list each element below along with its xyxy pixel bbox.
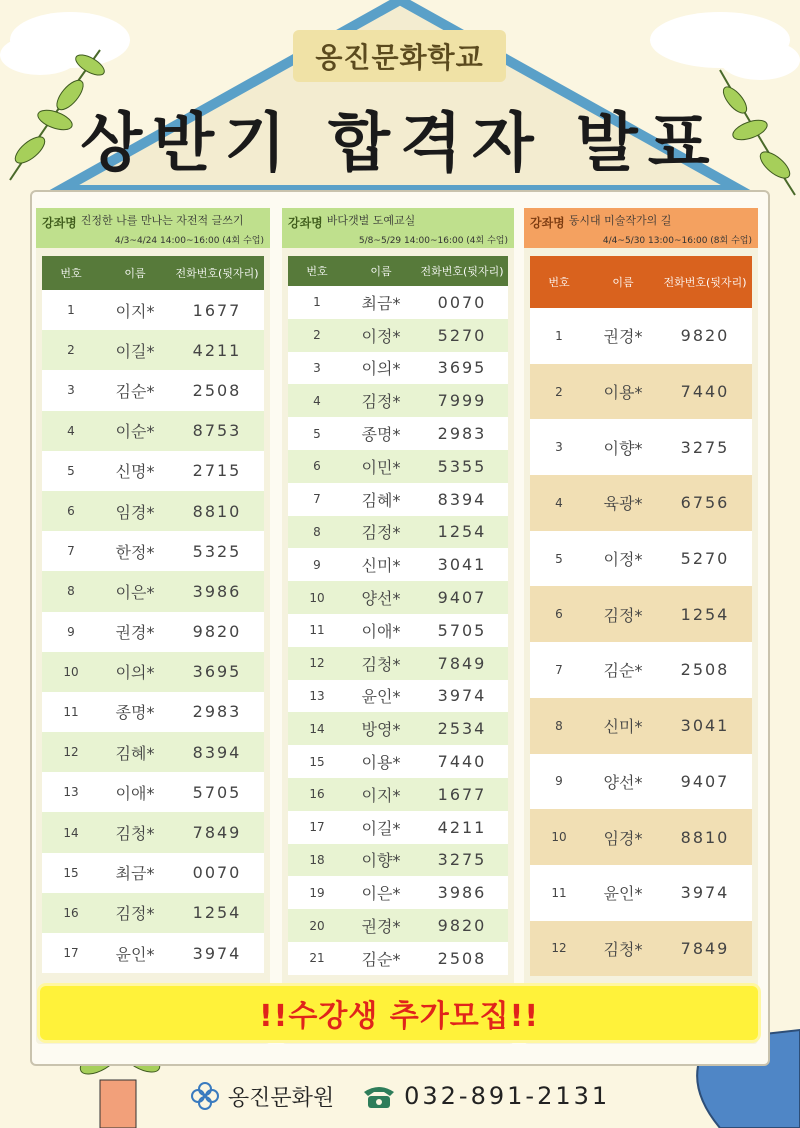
row-number: 15: [309, 754, 325, 769]
row-phone: 4211: [192, 340, 242, 360]
row-phone: 8810: [192, 501, 242, 521]
row-phone: 7999: [437, 391, 487, 411]
row-number: 3: [67, 383, 75, 398]
table-row: [530, 586, 752, 642]
row-name: 양선*: [603, 772, 643, 792]
table-body: [288, 286, 508, 975]
footer-org-name: 옹진문화원: [227, 1085, 335, 1111]
course-header: [282, 208, 514, 248]
row-phone: 3974: [680, 883, 730, 903]
phone-icon: [362, 1082, 396, 1110]
row-number: 13: [63, 785, 79, 800]
table-row: [42, 330, 264, 370]
row-name: 최금*: [115, 864, 155, 884]
row-phone: 3974: [437, 686, 487, 706]
table-row: [288, 844, 508, 877]
row-phone: 1677: [192, 300, 242, 320]
row-number: 10: [63, 664, 79, 679]
header-phone: 전화번호(뒷자리): [420, 265, 504, 278]
header-no: 번호: [548, 276, 570, 289]
table-row: [530, 308, 752, 364]
row-phone: 5355: [437, 456, 487, 476]
row-number: 1: [313, 295, 321, 310]
row-phone: 3041: [437, 555, 487, 575]
row-number: 9: [313, 557, 321, 572]
row-name: 김정*: [361, 392, 401, 412]
row-phone: 1677: [437, 784, 487, 804]
row-number: 2: [313, 328, 321, 343]
row-name: 한정*: [115, 542, 155, 562]
row-phone: 9820: [437, 916, 487, 936]
row-phone: 3275: [437, 850, 487, 870]
table-row: [42, 290, 264, 330]
row-name: 권경*: [603, 327, 643, 347]
row-name: 종명*: [115, 703, 155, 723]
row-name: 이정*: [361, 326, 401, 346]
row-number: 5: [67, 463, 75, 478]
row-number: 6: [555, 607, 563, 622]
table-row: [288, 581, 508, 614]
table-row: [530, 865, 752, 921]
footer-org: [190, 1081, 334, 1112]
row-number: 9: [555, 774, 563, 789]
table-row: [530, 531, 752, 587]
row-name: 이애*: [115, 783, 155, 803]
table-row: [42, 652, 264, 692]
course-column-1: [36, 208, 270, 1044]
table-row: [42, 571, 264, 611]
table-row: [42, 692, 264, 732]
row-number: 2: [555, 384, 563, 399]
row-name: 권경*: [361, 917, 401, 937]
footer-phone-number: 032-891-2131: [404, 1082, 611, 1110]
table-row: [530, 809, 752, 865]
table-row: [288, 352, 508, 385]
row-phone: 7849: [680, 938, 730, 958]
row-phone: 2508: [680, 660, 730, 680]
table-row: [42, 853, 264, 893]
table-body: [530, 308, 752, 976]
row-phone: 8810: [680, 827, 730, 847]
row-number: 6: [313, 459, 321, 474]
row-number: 7: [313, 492, 321, 507]
table-header: [42, 256, 264, 290]
row-name: 육광*: [603, 494, 643, 514]
row-name: 김혜*: [115, 743, 155, 763]
table-row: [42, 772, 264, 812]
table-row: [288, 909, 508, 942]
course-schedule: 4/3~4/24 14:00~16:00 (4회 수업): [114, 236, 264, 246]
row-number: 8: [67, 584, 75, 599]
row-number: 3: [555, 440, 563, 455]
table-row: [288, 942, 508, 975]
table-row: [288, 516, 508, 549]
course-header: [524, 208, 758, 248]
row-number: 4: [555, 495, 563, 510]
table-row: [288, 647, 508, 680]
row-phone: 5270: [680, 549, 730, 569]
header-no: 번호: [306, 265, 328, 278]
header-no: 번호: [60, 267, 82, 280]
row-number: 13: [309, 688, 325, 703]
row-name: 김청*: [361, 654, 401, 674]
row-number: 10: [309, 590, 325, 605]
row-name: 이은*: [115, 582, 155, 602]
row-name: 김정*: [361, 523, 401, 543]
table-row: [288, 286, 508, 319]
course-title: 바다갯벌 도예교실: [326, 214, 416, 227]
row-name: 권경*: [115, 623, 155, 643]
row-number: 12: [551, 941, 567, 956]
row-name: 김청*: [115, 824, 155, 844]
row-phone: 7849: [192, 823, 242, 843]
row-phone: 3974: [192, 943, 242, 963]
row-number: 15: [63, 865, 79, 880]
row-phone: 9407: [680, 771, 730, 791]
row-phone: 2534: [437, 719, 487, 739]
row-number: 12: [309, 656, 325, 671]
row-name: 이민*: [361, 457, 401, 477]
table-row: [530, 642, 752, 698]
table-row: [288, 712, 508, 745]
row-number: 9: [67, 624, 75, 639]
row-name: 이순*: [115, 422, 155, 442]
table-row: [42, 812, 264, 852]
row-name: 최금*: [361, 293, 401, 313]
row-name: 김청*: [603, 939, 643, 959]
row-phone: 9407: [437, 588, 487, 608]
row-phone: 7440: [437, 752, 487, 772]
row-phone: 6756: [680, 493, 730, 513]
row-number: 6: [67, 504, 75, 519]
table-row: [288, 450, 508, 483]
row-phone: 9820: [192, 622, 242, 642]
row-phone: 1254: [192, 903, 242, 923]
row-name: 김정*: [603, 605, 643, 625]
row-phone: 8753: [192, 421, 242, 441]
row-name: 이의*: [361, 359, 401, 379]
row-number: 14: [309, 721, 325, 736]
row-number: 16: [309, 787, 325, 802]
row-phone: 2508: [192, 380, 242, 400]
row-phone: 1254: [437, 522, 487, 542]
table-row: [42, 612, 264, 652]
row-phone: 3041: [680, 716, 730, 736]
row-number: 21: [309, 951, 325, 966]
row-number: 5: [313, 426, 321, 441]
row-phone: 5325: [192, 541, 242, 561]
course-header: [36, 208, 270, 248]
header-name: 이름: [612, 276, 634, 289]
row-phone: 7849: [437, 653, 487, 673]
course-tag: 강좌명: [530, 216, 565, 230]
row-phone: 1254: [680, 604, 730, 624]
row-number: 7: [67, 544, 75, 559]
row-name: 김정*: [115, 904, 155, 924]
row-number: 17: [309, 820, 325, 835]
row-name: 윤인*: [603, 884, 643, 904]
row-name: 종명*: [361, 425, 401, 445]
table-row: [288, 548, 508, 581]
row-name: 이정*: [603, 550, 643, 570]
row-name: 이용*: [361, 753, 401, 773]
recruitment-banner: !!수강생 추가모집!!: [40, 986, 758, 1040]
header-phone: 전화번호(뒷자리): [175, 267, 259, 280]
row-number: 5: [555, 551, 563, 566]
table-body: [42, 290, 264, 973]
row-number: 4: [313, 393, 321, 408]
row-number: 19: [309, 885, 325, 900]
row-number: 3: [313, 360, 321, 375]
table-row: [288, 680, 508, 713]
row-number: 4: [67, 423, 75, 438]
row-phone: 5705: [437, 620, 487, 640]
header-phone: 전화번호(뒷자리): [663, 276, 747, 289]
row-name: 이의*: [115, 663, 155, 683]
row-phone: 9820: [680, 326, 730, 346]
course-title: 동시대 미술작가의 길: [568, 214, 672, 227]
row-number: 17: [63, 946, 79, 961]
row-name: 이향*: [361, 851, 401, 871]
row-name: 이향*: [603, 438, 643, 458]
footer: [0, 1076, 800, 1116]
row-phone: 7440: [680, 382, 730, 402]
row-name: 김순*: [603, 661, 643, 681]
table-row: [288, 876, 508, 909]
footer-phone: [362, 1082, 610, 1110]
table-row: [42, 370, 264, 410]
row-number: 1: [67, 303, 75, 318]
row-phone: 8394: [192, 742, 242, 762]
row-phone: 8394: [437, 489, 487, 509]
row-name: 임경*: [115, 502, 155, 522]
row-number: 11: [551, 885, 567, 900]
table-row: [530, 364, 752, 420]
table-row: [530, 419, 752, 475]
row-phone: 2983: [192, 702, 242, 722]
row-name: 신명*: [115, 462, 155, 482]
table-row: [42, 732, 264, 772]
row-phone: 0070: [192, 863, 242, 883]
row-phone: 2508: [437, 948, 487, 968]
row-phone: 0070: [437, 292, 487, 312]
table-row: [42, 451, 264, 491]
row-name: 임경*: [603, 828, 643, 848]
row-number: 14: [63, 825, 79, 840]
table-row: [530, 475, 752, 531]
header-name: 이름: [370, 265, 392, 278]
row-phone: 4211: [437, 817, 487, 837]
row-phone: 2983: [437, 424, 487, 444]
row-phone: 5705: [192, 782, 242, 802]
table-row: [42, 411, 264, 451]
row-name: 이지*: [361, 785, 401, 805]
row-phone: 5270: [437, 325, 487, 345]
row-number: 7: [555, 662, 563, 677]
row-phone: 3695: [192, 662, 242, 682]
row-name: 윤인*: [115, 944, 155, 964]
row-number: 1: [555, 328, 563, 343]
row-name: 이은*: [361, 884, 401, 904]
row-phone: 3986: [437, 883, 487, 903]
table-header: [288, 256, 508, 286]
row-number: 8: [313, 524, 321, 539]
table-row: [42, 893, 264, 933]
row-name: 김순*: [361, 949, 401, 969]
table-row: [288, 384, 508, 417]
table-header: [530, 256, 752, 308]
table-row: [288, 614, 508, 647]
table-row: [288, 778, 508, 811]
row-name: 신미*: [361, 556, 401, 576]
row-name: 방영*: [361, 720, 401, 740]
table-row: [530, 921, 752, 977]
row-number: 11: [309, 623, 325, 638]
row-number: 8: [555, 718, 563, 733]
row-phone: 3275: [680, 437, 730, 457]
row-name: 양선*: [361, 589, 401, 609]
row-name: 이지*: [115, 301, 155, 321]
course-tag: 강좌명: [42, 216, 77, 230]
row-name: 이애*: [361, 621, 401, 641]
row-number: 11: [63, 704, 79, 719]
row-number: 16: [63, 905, 79, 920]
row-number: 20: [309, 918, 325, 933]
row-name: 김혜*: [361, 490, 401, 510]
course-tag: 강좌명: [288, 216, 323, 230]
course-column-2: [282, 208, 514, 1044]
table-row: [530, 698, 752, 754]
course-schedule: 4/4~5/30 13:00~16:00 (8회 수업): [602, 236, 752, 246]
row-number: 10: [551, 830, 567, 845]
course-column-3: [524, 208, 758, 1044]
row-name: 윤인*: [361, 687, 401, 707]
course-title: 진정한 나를 만나는 자전적 글쓰기: [80, 214, 244, 227]
page-title: 상반기 합격자 발표: [80, 107, 720, 181]
row-name: 이길*: [361, 818, 401, 838]
table-row: [42, 933, 264, 973]
row-name: 신미*: [603, 717, 643, 737]
row-name: 김순*: [115, 381, 155, 401]
table-row: [530, 754, 752, 810]
table-row: [288, 319, 508, 352]
row-number: 12: [63, 745, 79, 760]
row-number: 2: [67, 343, 75, 358]
row-name: 이길*: [115, 341, 155, 361]
table-row: [288, 417, 508, 450]
row-name: 이용*: [603, 383, 643, 403]
table-row: [42, 531, 264, 571]
table-row: [288, 811, 508, 844]
course-schedule: 5/8~5/29 14:00~16:00 (4회 수업): [358, 236, 508, 246]
row-phone: 2715: [192, 461, 242, 481]
brand-label: 옹진문화학교: [293, 30, 506, 82]
table-row: [288, 483, 508, 516]
row-phone: 3986: [192, 581, 242, 601]
row-number: 18: [309, 852, 325, 867]
table-row: [288, 745, 508, 778]
header-name: 이름: [124, 267, 146, 280]
row-phone: 3695: [437, 358, 487, 378]
table-row: [42, 491, 264, 531]
flower-logo-icon: [190, 1081, 220, 1111]
